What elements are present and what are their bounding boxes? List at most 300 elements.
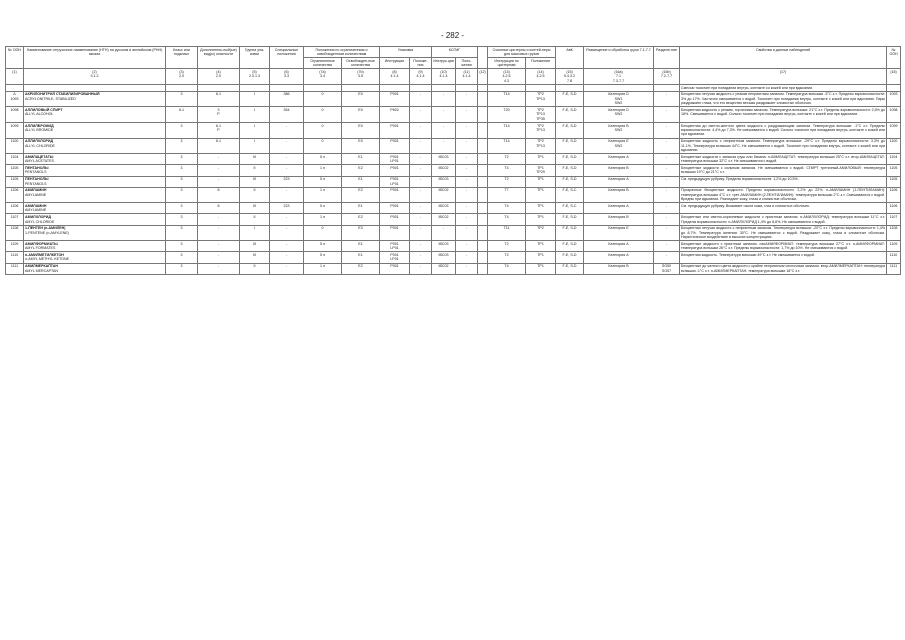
blank-cell: [478, 138, 488, 154]
segregation-cell: -: [654, 187, 680, 203]
special-provisions-cell: -: [270, 187, 304, 203]
special-provisions-cell: -: [270, 138, 304, 154]
properties-cell: Бесцветные жидкости с приятным запахом. изоАМИЛФОРМИАТ: температура вспышки 27°С з.т. н-АМИЛФОРМИАТ: температура вспышки 26°С з.т. Пределы взрывоопасности: 1,7% до 10%. Не смешиваются с водой.: [681, 241, 886, 251]
tank-prov-cell: TP1: [526, 187, 556, 203]
subsidiary-cell: 3 P: [198, 107, 240, 123]
ibc-instr-cell: IBC02: [432, 165, 456, 176]
un-cell: Δ 1093: [6, 91, 24, 107]
name-cell: АМИЛАМИН AMYLAMINE: [24, 187, 166, 203]
properties-cell: См. предыдущую рубрику. Пределы взрывоопасности: 1,2% до 10,5%.: [680, 176, 887, 187]
properties-cell: Бесцветная до светло-желтого цвета жидкость с раздражающим запахом. Температура вспышки: -1°С з.т. Пределы взрывоопасности: 4,4% до 7,3%. Не смешивается с водой. Сильно токсичен при попадании внутрь, контакте с кожей или при вдыхании.: [681, 123, 886, 137]
column-number: (5) 2.0.1.3: [240, 69, 270, 85]
ems-cell: F-E, S-D: [556, 165, 584, 176]
packing-group-cell: I: [240, 225, 270, 241]
name-cell: АЛЛИЛОВЫЙ СПИРТ ALLYL ALCOHOL: [24, 107, 166, 123]
un-cell: 1104: [6, 154, 24, 165]
tank-prov-cell: TP1 TP29: [526, 165, 556, 176]
table-row: [6, 252, 901, 263]
ibc-instr-cell: IBC02: [432, 263, 456, 274]
segregation-cell: -: [654, 252, 680, 263]
column-number: (16a) 7.1 7.3-7.7: [584, 69, 654, 85]
empty-cell: [556, 84, 584, 91]
limited-qty-cell: 0: [304, 122, 342, 138]
limited-qty-cell: 5 л: [304, 176, 342, 187]
ibc-instr-cell: -: [432, 225, 456, 241]
class-cell: 3: [166, 91, 198, 107]
excepted-qty-cell: E0: [342, 122, 380, 138]
packing-instr-cell: P001: [380, 225, 410, 241]
column-number: (10) 4.1.4: [432, 69, 456, 85]
properties-cell: Бесцветная летучая жидкость с неприятным запахом. Температура вспышки: -20°С з.т. Пределы взрывоопасности: 1,4% до 8,7%. Температура кипения: 30°С. Не смешивается с водой. Раздражает кожу, глаза и слизистые оболочки. Наркотическое воздействие в высоких концентрациях.: [681, 226, 886, 240]
column-number: (7a) 3.4: [304, 69, 342, 85]
header-packaging: Упаковка: [380, 47, 432, 58]
stowage-cell: Категория Е: [584, 225, 654, 241]
un-cell: 1110: [6, 252, 24, 263]
special-provisions-cell: 223: [270, 203, 304, 214]
segregation-cell: -: [654, 91, 680, 107]
column-number: (17): [680, 69, 887, 85]
column-number: (16b) 7.2-7.7: [654, 69, 680, 85]
table-row: [6, 91, 901, 107]
special-provisions-cell: -: [270, 165, 304, 176]
ibc-instr-cell: IBC02: [432, 214, 456, 225]
name-cell: 1-ПЕНТЕН (н-АМИЛЕН) 1-PENTENE (n-AMYLENE): [24, 225, 166, 241]
subsidiary-cell: -: [198, 241, 240, 252]
empty-cell: [410, 84, 432, 91]
class-cell: 3: [166, 203, 198, 214]
packing-prov-cell: -: [410, 263, 432, 274]
blank-cell: [478, 241, 488, 252]
ibc-instr-cell: IBC03: [432, 203, 456, 214]
subsidiary-cell: -: [198, 225, 240, 241]
packing-instr-cell: P001: [380, 263, 410, 274]
subsidiary-cell: 8: [198, 203, 240, 214]
properties-cell: Смесью токсичен при попадании внутрь, контакте со кожей или при вдыхании.: [680, 84, 887, 91]
special-provisions-cell: -: [270, 122, 304, 138]
table-row: [6, 176, 901, 187]
ems-cell: F-E, S-D: [556, 241, 584, 252]
packing-prov-cell: -: [410, 203, 432, 214]
excepted-qty-cell: E0: [342, 138, 380, 154]
ems-cell: F-E, S-D: [556, 252, 584, 263]
packing-instr-cell: P001 LP01: [380, 252, 410, 263]
empty-cell: [6, 84, 24, 91]
packing-instr-cell: P001 LP01: [380, 176, 410, 187]
header-ibc-instr: Инструк-ции: [432, 58, 456, 69]
page-number: - 282 -: [440, 31, 465, 40]
stowage-cell: Категория А: [584, 241, 654, 252]
limited-qty-cell: 0: [304, 91, 342, 107]
ibc-prov-cell: -: [456, 203, 478, 214]
un-right-cell: 1109: [887, 241, 901, 252]
special-provisions-cell: 386: [270, 91, 304, 107]
table-row: [6, 203, 901, 214]
limited-qty-cell: 0: [304, 107, 342, 123]
tank-prov-cell: TP1: [526, 263, 556, 274]
excepted-qty-cell: E2: [342, 187, 380, 203]
ibc-prov-cell: -: [456, 107, 478, 123]
blank-cell: [478, 122, 488, 138]
empty-cell: [584, 84, 654, 91]
column-number: (12): [478, 69, 488, 85]
ems-cell: F-E, S-D: [556, 214, 584, 225]
packing-group-cell: I: [240, 138, 270, 154]
ems-cell: F-E, S-C: [556, 187, 584, 203]
packing-group-cell: II: [240, 214, 270, 225]
tank-prov-cell: TP1: [526, 241, 556, 252]
tank-instr-cell: T14: [488, 122, 526, 138]
packing-group-cell: III: [240, 203, 270, 214]
properties-cell: Бесцветная летучая жидкость с резким неприятным запахом. Температура вспышки -5°С з.т. Пределы взрывоопасности: 3% до 17%. Частично смешивается с водой. Токсичен при попадании внутрь, контакте с кожей или при вдыхании. Пары раздражают глаза, что его вещество весьма раздражает слизистые оболочки.: [681, 92, 886, 106]
limited-qty-cell: 5 л: [304, 154, 342, 165]
tank-instr-cell: T7: [488, 187, 526, 203]
stowage-cell: Категория Е SW2: [584, 138, 654, 154]
name-cell: ПЕНТАНОЛЫ PENTANOLS: [24, 176, 166, 187]
packing-instr-cell: P001 LP01: [380, 154, 410, 165]
table-row: [6, 107, 901, 123]
column-number-row: [6, 69, 901, 85]
stowage-cell: Категория А: [584, 154, 654, 165]
segregation-cell: -: [654, 122, 680, 138]
name-cell: АЛЛИЛХЛОРИД ALLYL CHLORIDE: [24, 138, 166, 154]
header-properties: Свойства и данные наблюдений: [680, 47, 887, 69]
limited-qty-cell: 1 л: [304, 165, 342, 176]
empty-cell: [270, 84, 304, 91]
blank-cell: [478, 154, 488, 165]
tank-prov-cell: TP2 TP13: [526, 138, 556, 154]
packing-prov-cell: -: [410, 138, 432, 154]
excepted-qty-cell: E1: [342, 203, 380, 214]
ibc-instr-cell: -: [432, 91, 456, 107]
ibc-instr-cell: -: [432, 138, 456, 154]
un-right-cell: 1106: [887, 203, 901, 214]
name-cell: АКРИЛОНИТРИЛ СТАБИЛИЗИРОВАННЫЙ ACRYLONITRILE, STABILIZED: [24, 91, 166, 107]
stowage-cell: Категория А: [584, 176, 654, 187]
un-cell: 1106: [6, 187, 24, 203]
tank-instr-cell: T20: [488, 107, 526, 123]
ems-cell: F-E, S-D: [556, 225, 584, 241]
un-right-cell: 1108: [887, 225, 901, 241]
ibc-instr-cell: IBC03: [432, 241, 456, 252]
class-cell: 3: [166, 225, 198, 241]
properties-cell: Бесцветные до желтого цвета жидкости с крайне неприятным чесночным запахом. втор-АМИЛМЕРКАПТАН: температура вспышки -1°С з.т. н-АМИЛМЕРКАПТАН: температура вспышки 18°С з.т.: [681, 264, 886, 273]
stowage-cell: Категория В SW2: [584, 122, 654, 138]
ibc-prov-cell: -: [456, 154, 478, 165]
name-cell: н-АМИЛМЕТИЛКЕТОН n-AMYL METHYL KETONE: [24, 252, 166, 263]
column-number: (6) 3.3: [270, 69, 304, 85]
column-number: (18): [887, 69, 901, 85]
packing-group-cell: II: [240, 263, 270, 274]
special-provisions-cell: -: [270, 214, 304, 225]
ibc-prov-cell: -: [456, 122, 478, 138]
subsidiary-cell: -: [198, 176, 240, 187]
stowage-cell: Категория В: [584, 165, 654, 176]
blank-cell: [478, 263, 488, 274]
un-cell: 1105: [6, 165, 24, 176]
class-cell: 3: [166, 187, 198, 203]
blank-cell: [478, 107, 488, 123]
tank-prov-cell: TP2 TP13 TP35: [526, 107, 556, 123]
special-provisions-cell: -: [270, 263, 304, 274]
name-cell: АМИЛХЛОРИД AMYL CHLORIDE: [24, 214, 166, 225]
blank-cell: [478, 176, 488, 187]
ibc-prov-cell: -: [456, 225, 478, 241]
ibc-instr-cell: IBC03: [432, 252, 456, 263]
ibc-prov-cell: -: [456, 187, 478, 203]
excepted-qty-cell: E1: [342, 154, 380, 165]
ibc-prov-cell: -: [456, 165, 478, 176]
limited-qty-cell: 0: [304, 138, 342, 154]
header-quantities: Положения по ограниченным и освобожденным количествам: [304, 47, 380, 58]
name-cell: АМИЛАМИН AMYLAMINE: [24, 203, 166, 214]
limited-qty-cell: 0: [304, 225, 342, 241]
ems-cell: F-E, S-C: [556, 203, 584, 214]
properties-cell: Бесцветная жидкость с неприятным запахом. Температура вспышки: -29°С з.т. Пределы взрывоопасности: 3,3% до 11,1%. Температура вспышки 44°С. Не смешивается с водой. Токсичен при попадании внутрь, контакте с кожей или при вдыхании.: [681, 139, 886, 153]
excepted-qty-cell: E2: [342, 165, 380, 176]
packing-group-cell: III: [240, 252, 270, 263]
packing-group-cell: III: [240, 154, 270, 165]
tank-prov-cell: TP1: [526, 252, 556, 263]
column-number: (8) 4.1.4: [380, 69, 410, 85]
ems-cell: F-E, S-D: [556, 138, 584, 154]
packing-prov-cell: -: [410, 241, 432, 252]
column-number: (9) 4.1.4: [410, 69, 432, 85]
packing-group-cell: III: [240, 241, 270, 252]
properties-cell: Прозрачные бесцветные жидкости. Пределы взрывоопасности: 2,2% до 22%. н-АМИЛАМИН (1-ПЕНТИЛАМИН): температура вспышки 4°С з.т. трет-АМИЛАМИН (2-ПЕНТИЛАМИН): температура вспышки 2°С з.т. Смешиваются с водой. Вредны при вдыхании. Разъедают кожу, глаза и слизистые оболочки.: [681, 188, 886, 202]
packing-instr-cell: P001: [380, 165, 410, 176]
tank-instr-cell: T2: [488, 252, 526, 263]
empty-cell: [380, 84, 410, 91]
blank-cell: [478, 187, 488, 203]
excepted-qty-cell: E1: [342, 176, 380, 187]
subsidiary-cell: -: [198, 165, 240, 176]
header-un-right: № ООН: [887, 47, 901, 69]
stowage-cell: Категория D SW2: [584, 107, 654, 123]
tank-instr-cell: T2: [488, 154, 526, 165]
un-right-cell: 1098: [887, 107, 901, 123]
special-provisions-cell: -: [270, 225, 304, 241]
header-row-top: [6, 47, 901, 58]
class-cell: 3: [166, 214, 198, 225]
excepted-qty-cell: E1: [342, 241, 380, 252]
header-blank: [478, 47, 488, 69]
header-name: Наименование отгрузочное наименование (НТН) на русском и английском (РНН) языках: [24, 47, 166, 69]
tank-instr-cell: T4: [488, 214, 526, 225]
header-special: Специальные положения: [270, 47, 304, 69]
packing-instr-cell: P001: [380, 138, 410, 154]
tank-prov-cell: TP2 TP13: [526, 122, 556, 138]
packing-prov-cell: -: [410, 165, 432, 176]
limited-qty-cell: 5 л: [304, 252, 342, 263]
ibc-prov-cell: -: [456, 91, 478, 107]
name-cell: АЛЛИЛБРОМИД ALLYL BROMIDE: [24, 122, 166, 138]
column-number: (4) 2.0: [198, 69, 240, 85]
properties-cell: Бесцветные или светло-коричневые жидкости с приятным запахом. н-АМИЛХЛОРИД: температура вспышки 11°С з.т. Пределы взрывоопасности: н-АМИЛХЛОРИД 1,4% до 8,6%. Не смешиваются с водой.: [681, 215, 886, 224]
column-number: (14) 4.2.5: [526, 69, 556, 85]
stowage-cell: Категория D SW1 SW2: [584, 91, 654, 107]
empty-cell: [478, 84, 488, 91]
properties-cell: См. предыдущую рубрику. Вызывает ожоги кожи, глаз и слизистых оболочек.: [680, 203, 887, 214]
ibc-prov-cell: -: [456, 252, 478, 263]
stowage-cell: Категория В: [584, 214, 654, 225]
header-class: Класс или подкласс: [166, 47, 198, 69]
tank-prov-cell: TP1: [526, 214, 556, 225]
ems-cell: F-E, S-D: [556, 91, 584, 107]
class-cell: 3: [166, 263, 198, 274]
header-packing-group: Группа упа-ковки: [240, 47, 270, 69]
table-row: [6, 84, 901, 91]
tank-instr-cell: T4: [488, 165, 526, 176]
un-right-cell: 1105: [887, 165, 901, 176]
subsidiary-cell: -: [198, 252, 240, 263]
header-excepted: Освобожден-ные количества: [342, 58, 380, 69]
header-pack-prov: Положе-ния: [410, 58, 432, 69]
header-tank-instr: Инструкции по цистернам: [488, 58, 526, 69]
tank-instr-cell: T11: [488, 225, 526, 241]
special-provisions-cell: -: [270, 252, 304, 263]
ems-cell: F-E, S-D: [556, 263, 584, 274]
ibc-instr-cell: IBC03: [432, 154, 456, 165]
special-provisions-cell: -: [270, 154, 304, 165]
special-provisions-cell: 354: [270, 107, 304, 123]
limited-qty-cell: 5 л: [304, 241, 342, 252]
packing-group-cell: III: [240, 176, 270, 187]
special-provisions-cell: -: [270, 241, 304, 252]
ibc-prov-cell: -: [456, 138, 478, 154]
header-stowage: Размещение и обработка груза 7.1-7.7: [584, 47, 654, 69]
table-row: [6, 187, 901, 203]
class-cell: 6.1: [166, 107, 198, 123]
subsidiary-cell: 8: [198, 187, 240, 203]
stowage-cell: Категория А: [584, 203, 654, 214]
empty-cell: [432, 84, 456, 91]
segregation-cell: -: [654, 138, 680, 154]
table-row: [6, 225, 901, 241]
ems-cell: F-E, S-D: [556, 154, 584, 165]
header-ems: АвК: [556, 47, 584, 69]
stowage-cell: Категория В: [584, 263, 654, 274]
name-cell: АМИЛФОРМИАТЫ AMYL FORMATES: [24, 241, 166, 252]
subsidiary-cell: 6.1: [198, 138, 240, 154]
segregation-cell: -: [654, 241, 680, 252]
un-right-cell: 1099: [887, 122, 901, 138]
tank-prov-cell: TP1: [526, 176, 556, 187]
class-cell: 3: [166, 122, 198, 138]
properties-cell: Бесцветная жидкость. Температура вспышки 49°С з.т. Не смешивается с водой.: [680, 252, 887, 263]
table-body: [6, 84, 901, 274]
un-right-cell: 1107: [887, 214, 901, 225]
table-row: [6, 263, 901, 274]
column-number: (11) 4.1.4: [456, 69, 478, 85]
empty-cell: [166, 84, 198, 91]
class-cell: 3: [166, 165, 198, 176]
column-number: (7b) 3.5: [342, 69, 380, 85]
header-ibc: КСГМГ: [432, 47, 478, 58]
column-number: (15) 5.4.3.2 7.8: [556, 69, 584, 85]
tank-instr-cell: T2: [488, 241, 526, 252]
un-cell: 1111: [6, 263, 24, 274]
ems-cell: F-E, S-D: [556, 176, 584, 187]
subsidiary-cell: -: [198, 154, 240, 165]
tank-prov-cell: TP1: [526, 203, 556, 214]
excepted-qty-cell: E0: [342, 107, 380, 123]
header-ibc-prov: Поло-жения: [456, 58, 478, 69]
packing-instr-cell: P001: [380, 122, 410, 138]
header-subsidiary: Дополнитель-ный(ые) вид(ы) опасности: [198, 47, 240, 69]
special-provisions-cell: 223: [270, 176, 304, 187]
ibc-instr-cell: IBC02: [432, 187, 456, 203]
un-cell: 1107: [6, 214, 24, 225]
empty-cell: [488, 84, 526, 91]
stowage-cell: Категория А: [584, 252, 654, 263]
blank-cell: [478, 91, 488, 107]
limited-qty-cell: 1 л: [304, 214, 342, 225]
un-cell: 1105: [6, 176, 24, 187]
packing-instr-cell: P602: [380, 107, 410, 123]
class-cell: 3: [166, 138, 198, 154]
column-number: (1): [6, 69, 24, 85]
class-cell: 3: [166, 154, 198, 165]
un-right-cell: 1105: [887, 176, 901, 187]
un-right-cell: 1106: [887, 187, 901, 203]
packing-prov-cell: -: [410, 176, 432, 187]
un-cell: 1098: [6, 107, 24, 123]
tank-prov-cell: TP1: [526, 154, 556, 165]
blank-cell: [478, 225, 488, 241]
limited-qty-cell: 5 л: [304, 203, 342, 214]
blank-cell: [478, 203, 488, 214]
packing-group-cell: I: [240, 91, 270, 107]
segregation-cell: -: [654, 165, 680, 176]
ems-cell: F-E, S-D: [556, 107, 584, 123]
packing-instr-cell: P001: [380, 91, 410, 107]
empty-cell: [24, 84, 166, 91]
packing-prov-cell: -: [410, 187, 432, 203]
ibc-prov-cell: -: [456, 241, 478, 252]
un-cell: 1108: [6, 225, 24, 241]
class-cell: 3: [166, 252, 198, 263]
table-row: [6, 165, 901, 176]
table-row: [6, 122, 901, 138]
properties-cell: Бесцветные жидкости с сильным запахом. Не смешиваются с водой. СПИРТ третичный-АМИЛОВЫЙ: температура вспышки 19°С до 21°С з.т.: [681, 165, 886, 175]
excepted-qty-cell: E0: [342, 91, 380, 107]
header-pack-instr: Инструкции: [380, 58, 410, 69]
column-number: (13) 4.2.5 4.3: [488, 69, 526, 85]
un-right-cell: 1104: [887, 154, 901, 165]
packing-instr-cell: P001: [380, 214, 410, 225]
header-tanks: Съемные цистерны и контей-неры для массовых грузов: [488, 47, 556, 58]
un-right-cell: 1110: [887, 252, 901, 263]
empty-cell: [654, 84, 680, 91]
tank-prov-cell: TP2: [526, 225, 556, 241]
excepted-qty-cell: E2: [342, 214, 380, 225]
limited-qty-cell: 1 л: [304, 263, 342, 274]
ibc-prov-cell: -: [456, 263, 478, 274]
column-number: (3) 2.0: [166, 69, 198, 85]
segregation-cell: -: [654, 107, 680, 123]
properties-cell: Бесцветная жидкость с резким, горчичным запахом. Температура вспышки: 21°С з.т. Пределы взрывоопасности: 2,5% до 18%. Смешивается с водой. Сильно токсичен при попадании внутрь, контакте с кожей или при вдыхании.: [680, 107, 887, 123]
blank-cell: [478, 214, 488, 225]
segregation-cell: -: [654, 225, 680, 241]
class-cell: 3: [166, 241, 198, 252]
properties-cell: Бесцветные жидкости с запахом груш или банана. н-АМИЛАЦЕТАТ: температура вспышки 25°С з.т. втор-АМИЛАЦЕТАТ: температура вспышки 32°С з.т. Не смешиваются с водой.: [681, 154, 886, 164]
segregation-cell: -: [654, 203, 680, 214]
un-right-cell: 1111: [887, 263, 901, 274]
packing-instr-cell: P001: [380, 187, 410, 203]
segregation-cell: SG50 SG57: [654, 263, 680, 274]
table-row: [6, 138, 901, 154]
tank-instr-cell: T2: [488, 176, 526, 187]
